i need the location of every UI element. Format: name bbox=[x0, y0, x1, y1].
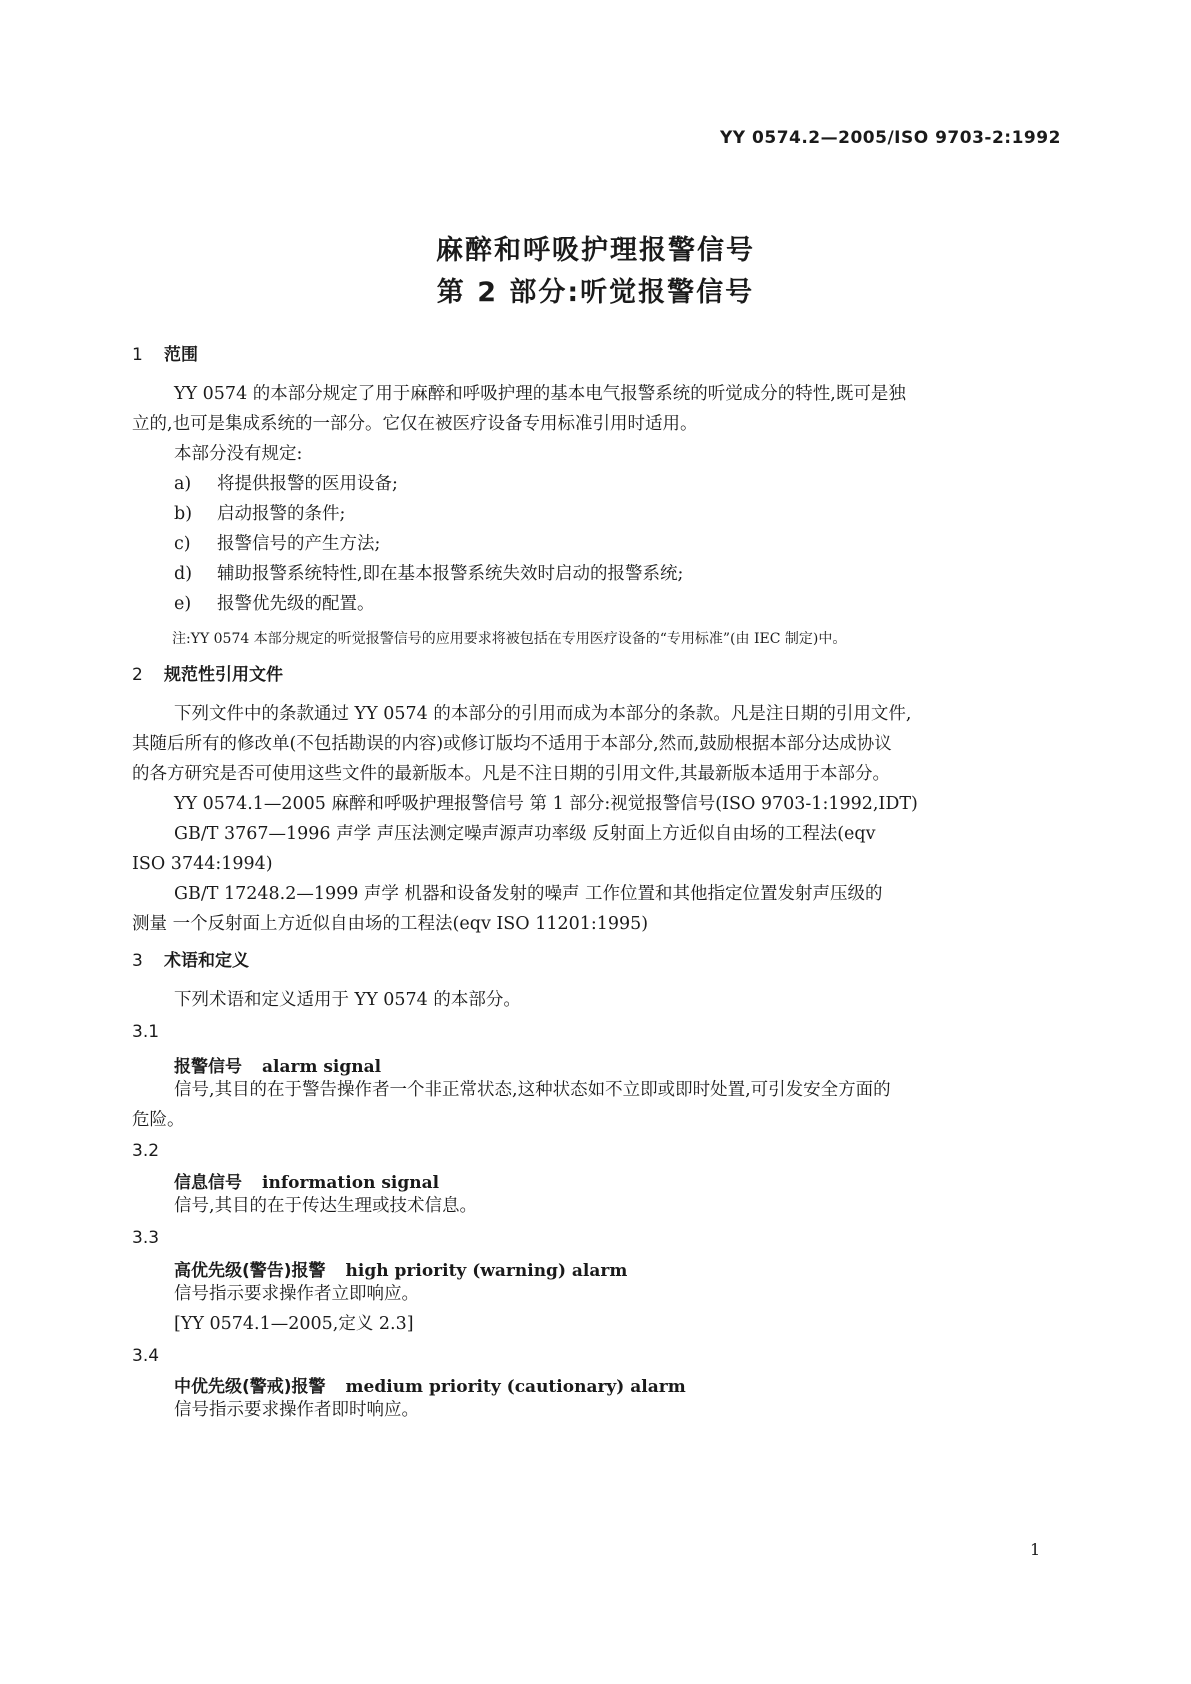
list-label: c) bbox=[174, 534, 191, 554]
term-number: 3.3 bbox=[132, 1228, 160, 1248]
term-zh: 中优先级(警戒)报警 bbox=[174, 1377, 326, 1397]
document-title-line1: 麻醉和呼吸护理报警信号 bbox=[436, 235, 755, 266]
term-definition: 信号,其目的在于传达生理或技术信息。 bbox=[174, 1196, 478, 1216]
section-3-heading bbox=[132, 946, 249, 971]
section-1-heading bbox=[132, 340, 198, 365]
term-zh: 信息信号 bbox=[174, 1173, 242, 1193]
reference-entry: ISO 3744:1994) bbox=[132, 854, 273, 874]
term-en: high priority (warning) alarm bbox=[345, 1261, 628, 1281]
term-source-reference: [YY 0574.1—2005,定义 2.3] bbox=[174, 1314, 414, 1334]
document-title-line2: 第 2 部分:听觉报警信号 bbox=[436, 277, 755, 308]
paragraph: 其随后所有的修改单(不包括勘误的内容)或修订版均不适用于本部分,然而,鼓励根据本部分达成协议 bbox=[132, 734, 892, 754]
term-zh: 报警信号 bbox=[174, 1057, 242, 1077]
reference-entry: GB/T 3767—1996 声学 声压法测定噪声源声功率级 反射面上方近似自由场的工程法(eqv bbox=[174, 824, 876, 844]
term-number: 3.2 bbox=[132, 1141, 160, 1161]
list-label: e) bbox=[174, 594, 192, 614]
reference-entry: 测量 一个反射面上方近似自由场的工程法(eqv ISO 11201:1995) bbox=[132, 914, 649, 934]
term-number: 3.1 bbox=[132, 1022, 160, 1042]
list-text: 将提供报警的医用设备; bbox=[217, 474, 398, 494]
term-definition: 信号指示要求操作者立即响应。 bbox=[174, 1284, 419, 1304]
term-en: medium priority (cautionary) alarm bbox=[345, 1377, 686, 1397]
section-number: 2 bbox=[132, 665, 143, 685]
paragraph: 立的,也可是集成系统的一部分。它仅在被医疗设备专用标准引用时适用。 bbox=[132, 414, 698, 434]
term-definition: 危险。 bbox=[132, 1110, 185, 1130]
section-title: 范围 bbox=[164, 345, 198, 365]
list-text: 报警信号的产生方法; bbox=[217, 534, 381, 554]
paragraph: YY 0574 的本部分规定了用于麻醉和呼吸护理的基本电气报警系统的听觉成分的特性,既可是独 bbox=[174, 384, 906, 404]
paragraph: 下列术语和定义适用于 YY 0574 的本部分。 bbox=[174, 990, 521, 1010]
reference-entry: YY 0574.1—2005 麻醉和呼吸护理报警信号 第 1 部分:视觉报警信号(ISO 9703-1:1992,IDT) bbox=[174, 794, 918, 814]
reference-entry: GB/T 17248.2—1999 声学 机器和设备发射的噪声 工作位置和其他指定位置发射声压级的 bbox=[174, 884, 883, 904]
list-text: 辅助报警系统特性,即在基本报警系统失效时启动的报警系统; bbox=[217, 564, 684, 584]
term-zh: 高优先级(警告)报警 bbox=[174, 1261, 326, 1281]
list-item bbox=[174, 528, 1104, 561]
section-number: 1 bbox=[132, 345, 143, 365]
note: 注:YY 0574 本部分规定的听觉报警信号的应用要求将被包括在专用医疗设备的“专用标准”(由 IEC 制定)中。 bbox=[172, 631, 847, 647]
term-en: alarm signal bbox=[262, 1057, 382, 1077]
section-number: 3 bbox=[132, 951, 143, 971]
standard-number: YY 0574.2—2005/ISO 9703-2:1992 bbox=[720, 128, 1061, 148]
list-item bbox=[174, 588, 1104, 621]
section-title: 术语和定义 bbox=[164, 951, 249, 971]
list-label: d) bbox=[174, 564, 193, 584]
section-title: 规范性引用文件 bbox=[164, 665, 283, 685]
page-number: 1 bbox=[1030, 1540, 1041, 1559]
list-item bbox=[174, 468, 1104, 501]
paragraph: 本部分没有规定: bbox=[174, 444, 303, 464]
list-label: a) bbox=[174, 474, 192, 494]
list-text: 启动报警的条件; bbox=[217, 504, 346, 524]
list-text: 报警优先级的配置。 bbox=[217, 594, 375, 614]
list-item bbox=[174, 558, 1104, 591]
term-definition: 信号指示要求操作者即时响应。 bbox=[174, 1400, 419, 1420]
section-2-heading bbox=[132, 660, 283, 685]
term-definition: 信号,其目的在于警告操作者一个非正常状态,这种状态如不立即或即时处置,可引发安全方面的 bbox=[174, 1080, 891, 1100]
paragraph: 下列文件中的条款通过 YY 0574 的本部分的引用而成为本部分的条款。凡是注日期的引用文件, bbox=[174, 704, 912, 724]
term-number: 3.4 bbox=[132, 1346, 160, 1366]
list-label: b) bbox=[174, 504, 193, 524]
list-item bbox=[174, 498, 1104, 531]
term-en: information signal bbox=[262, 1173, 440, 1193]
paragraph: 的各方研究是否可使用这些文件的最新版本。凡是不注日期的引用文件,其最新版本适用于本部分。 bbox=[132, 764, 891, 784]
